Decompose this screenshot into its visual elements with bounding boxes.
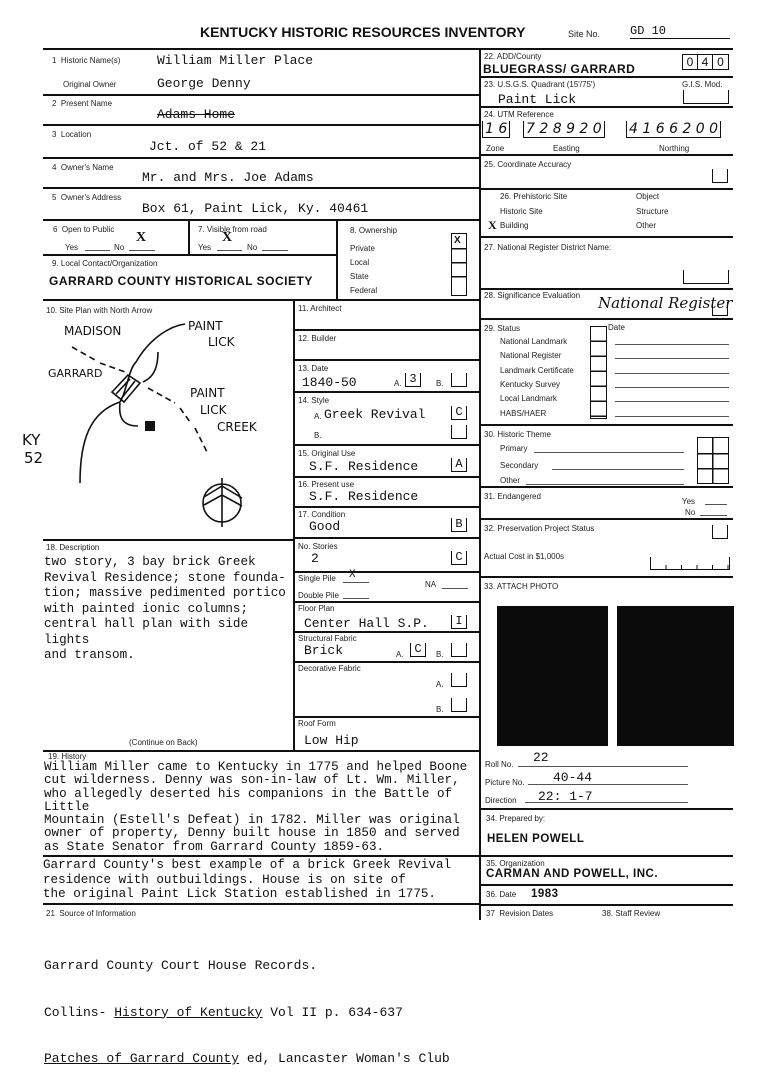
status-date-label: Date — [608, 323, 625, 332]
preservation-box[interactable] — [712, 525, 728, 539]
building-mark: X — [488, 218, 497, 232]
theme-code-grid[interactable] — [697, 437, 729, 484]
sketch-label: MADISON — [64, 324, 122, 338]
roof: Low Hip — [304, 733, 359, 748]
north-arrow-icon — [204, 478, 242, 527]
date-prepared-label: 36. Date — [486, 890, 517, 899]
owner-name-label: 4 Owner's Name — [52, 163, 114, 172]
open-public-label: 6 Open to Public — [53, 225, 115, 234]
single-pile-mark: X — [349, 569, 356, 581]
county-line — [72, 347, 207, 452]
significance-label: 28. Significance Evaluation — [484, 291, 581, 300]
sketch-label: KY — [22, 431, 41, 449]
utm-easting: 7 2 8 9 2 0 — [523, 121, 605, 138]
status-item: National Register — [500, 351, 562, 360]
sketch-label: CREEK — [217, 420, 257, 434]
endangered-yes: Yes — [682, 497, 696, 506]
building: Building — [500, 221, 529, 230]
decorative-a-label: A. — [436, 680, 444, 689]
sketch-label: PAINT — [190, 386, 225, 400]
actual-cost-label: Actual Cost in $1,000s — [484, 552, 565, 561]
history: William Miller came to Kentucky in 1775 and helped Boone cut wilderness. Denny was son-in-law of Lt. Wm. Miller, who allegedly deserted his companions in the Battle of Little Mountain (Estell's Defeat) in 1782. Miller was original owner of property, Denny built house in 1850 and served as State Senator from Garrard County 1859-63. — [44, 760, 468, 854]
present-name: Adams Home — [157, 107, 236, 122]
status-item: Kentucky Survey — [500, 380, 561, 389]
historic-name-label: 1 Historic Name(s) — [52, 56, 121, 65]
quadrant-label: 23. U.S.G.S. Quadrant (15'/75') — [484, 80, 596, 89]
theme-other: Other — [500, 476, 521, 485]
ownership-state: State — [350, 272, 369, 281]
utm-label: 24. UTM Reference — [484, 110, 554, 119]
northing-label: Northing — [659, 144, 690, 153]
architect-label: 11. Architect — [298, 304, 342, 313]
structural-a-label: A. — [396, 650, 404, 659]
decorative-label: Decorative Fabric — [298, 664, 361, 673]
photo-label: 33. ATTACH PHOTO — [484, 582, 559, 591]
road-ky52 — [80, 324, 185, 483]
open-public-no: No — [114, 243, 125, 252]
condition-box[interactable]: B — [451, 518, 467, 532]
original-use-label: 15. Original Use — [298, 449, 356, 458]
county-label: 22. ADD/County — [484, 52, 542, 61]
significance-evaluation: National Register — [598, 294, 733, 312]
owner-address: Box 61, Paint Lick, Ky. 40461 — [142, 201, 369, 216]
decorative-b-label: B. — [436, 705, 444, 714]
structural-b-label: B. — [436, 650, 444, 659]
preservation-label: 32. Preservation Project Status — [484, 524, 595, 533]
organization: CARMAN AND POWELL, INC. — [486, 868, 659, 880]
stories: 2 — [311, 551, 319, 566]
date-prepared: 1983 — [531, 888, 559, 900]
roll-no-label: Roll No. — [485, 760, 514, 769]
stories-label: No. Stories — [298, 542, 338, 551]
ownership-local: Local — [350, 258, 370, 267]
status-label: 29. Status — [484, 324, 521, 333]
present-use: S.F. Residence — [309, 489, 419, 504]
actual-cost-box[interactable] — [650, 557, 730, 570]
visible-road-no: No — [247, 243, 258, 252]
object: Object — [636, 192, 660, 201]
location-label: 3 Location — [52, 130, 92, 139]
date-a-label: A. — [394, 379, 402, 388]
historic-name: William Miller Place — [157, 53, 314, 68]
county-code-box: 0 4 0 — [682, 54, 729, 70]
source: Garrard County Court House Records. Collins- History of Kentucky Vol II p. 634-637 Patches of Garrard County ed, Lancaster Woman's Club — [44, 958, 450, 1066]
significance: Garrard County's best example of a brick Greek Revival residence with outbuildings. House is on site of the original Paint Lick Station established in 1775. — [43, 858, 452, 901]
visible-road-mark: X — [222, 230, 233, 245]
organization-label: 35. Organization — [486, 859, 545, 868]
date-label: 13. Date — [298, 364, 329, 373]
prepared-by: HELEN POWELL — [487, 833, 585, 845]
present-use-label: 16. Present use — [298, 480, 355, 489]
original-use-box[interactable]: A — [451, 458, 467, 472]
sketch-label: LICK — [200, 403, 227, 417]
revision-dates-label: 37 Revision Dates — [486, 909, 554, 918]
ownership-label: 8. Ownership — [350, 226, 398, 235]
prehistoric-site: 26. Prehistoric Site — [500, 192, 568, 201]
open-public-yes: Yes — [65, 243, 79, 252]
road-segment — [143, 352, 158, 382]
stories-box[interactable]: C — [451, 551, 467, 565]
historic-site: Historic Site — [500, 207, 543, 216]
builder-label: 12. Builder — [298, 334, 337, 343]
endangered-no: No — [685, 508, 696, 517]
ownership-private: Private — [350, 244, 375, 253]
location: Jct. of 52 & 21 — [149, 139, 267, 154]
picture-no-label: Picture No. — [485, 778, 525, 787]
style-b-label: B. — [314, 431, 322, 440]
ownership-mark: X — [454, 235, 461, 246]
theme-label: 30. Historic Theme — [484, 430, 551, 439]
continue-note: (Continue on Back) — [129, 738, 198, 747]
district-label: 27. National Register District Name: — [484, 243, 612, 252]
date-b-label: B. — [436, 379, 444, 388]
visible-road-label: 7. Visible from road — [198, 225, 267, 234]
prepared-by-label: 34. Prepared by: — [486, 814, 546, 823]
site-no: GD 10 — [630, 24, 730, 39]
coord-accuracy-box[interactable] — [712, 169, 728, 183]
original-owner-label: Original Owner — [63, 80, 117, 89]
status-item: Landmark Certificate — [500, 366, 574, 375]
sketch-label: 52 — [24, 449, 44, 467]
status-checkboxes[interactable] — [590, 326, 607, 419]
status-item: National Landmark — [500, 337, 568, 346]
structural-b-box[interactable] — [451, 643, 467, 657]
endangered-label: 31. Endangered — [484, 492, 541, 501]
house-marker — [145, 421, 155, 431]
visible-road-yes: Yes — [198, 243, 212, 252]
sketch-label: PAINT — [188, 319, 223, 333]
site-plan-label: 10. Site Plan with North Arrow — [46, 306, 153, 315]
district-box[interactable] — [683, 270, 729, 284]
ownership-federal: Federal — [350, 286, 378, 295]
utm-zone: 1 6 — [482, 121, 510, 138]
theme-secondary: Secondary — [500, 461, 539, 470]
significance-box[interactable] — [712, 302, 728, 316]
history-label: 19. History — [48, 752, 87, 761]
site-plan-sketch — [0, 300, 292, 540]
gis-label: G.I.S. Mod. — [682, 80, 723, 89]
sketch-label: LICK — [208, 335, 235, 349]
status-item: HABS/HAER — [500, 409, 547, 418]
date-a-box[interactable]: 3 — [405, 373, 421, 387]
style-value: Greek Revival — [324, 407, 426, 422]
style-label: 14. Style — [298, 396, 330, 405]
photo-2 — [617, 606, 734, 746]
theme-primary: Primary — [500, 444, 528, 453]
staff-review-label: 38. Staff Review — [602, 909, 661, 918]
open-public-mark: X — [136, 230, 147, 245]
utm-northing: 4 1 6 6 2 0 0 — [626, 121, 721, 138]
structural-a-box[interactable]: C — [410, 643, 426, 657]
date-value: 1840-50 — [302, 375, 357, 390]
local-contact-label: 9. Local Contact/Organization — [52, 259, 158, 268]
condition: Good — [309, 519, 341, 534]
style-a-label: A. — [314, 412, 322, 421]
structural: Brick — [304, 643, 344, 658]
status-item: Local Landmark — [500, 394, 557, 403]
decorative-b-box[interactable] — [451, 698, 467, 712]
present-name-label: 2 Present Name — [52, 99, 113, 108]
decorative-a-box[interactable] — [451, 673, 467, 687]
owner-name: Mr. and Mrs. Joe Adams — [142, 170, 314, 185]
direction-label: Direction — [485, 796, 517, 805]
roll-no: 22 — [533, 750, 549, 765]
na-label: NA — [425, 580, 437, 589]
owner-address-label: 5 Owner's Address — [52, 193, 122, 202]
structural-label: Structural Fabric — [298, 634, 357, 643]
zone-label: Zone — [486, 144, 505, 153]
easting-label: Easting — [553, 144, 580, 153]
floor-plan-label: Floor Plan — [298, 604, 335, 613]
photo-1 — [497, 606, 608, 746]
condition-label: 17. Condition — [298, 510, 346, 519]
double-pile-label: Double Pile — [298, 591, 339, 600]
date-b-box[interactable] — [451, 373, 467, 387]
single-pile-label: Single Pile — [298, 574, 336, 583]
style-a-box[interactable]: C — [451, 406, 467, 420]
gis-box[interactable] — [683, 90, 729, 104]
description-label: 18. Description — [46, 543, 100, 552]
direction: 22: 1-7 — [538, 789, 593, 804]
sketch-label: GARRARD — [48, 367, 103, 380]
lane — [120, 403, 138, 426]
description: two story, 3 bay brick Greek Revival Residence; stone founda- tion; massive pedimented portico with painted ionic columns; central hall plan with side lights and transom. — [44, 555, 286, 662]
floor-plan: Center Hall S.P. — [304, 616, 429, 631]
other: Other — [636, 221, 657, 230]
style-b-box[interactable] — [451, 425, 467, 439]
floor-plan-box[interactable]: I — [451, 615, 467, 629]
picture-no: 40-44 — [553, 770, 593, 785]
roof-label: Roof Form — [298, 719, 336, 728]
structure: Structure — [636, 207, 669, 216]
local-contact: GARRARD COUNTY HISTORICAL SOCIETY — [49, 274, 313, 288]
original-owner: George Denny — [157, 76, 251, 91]
source-label: 21 Source of Information — [46, 909, 136, 918]
site-no-label: Site No. — [568, 29, 601, 39]
original-use: S.F. Residence — [309, 459, 419, 474]
county: BLUEGRASS/ GARRARD — [483, 62, 636, 76]
coord-accuracy-label: 25. Coordinate Accuracy — [484, 160, 572, 169]
quadrant: Paint Lick — [498, 92, 577, 107]
form-title: KENTUCKY HISTORIC RESOURCES INVENTORY — [200, 24, 526, 40]
